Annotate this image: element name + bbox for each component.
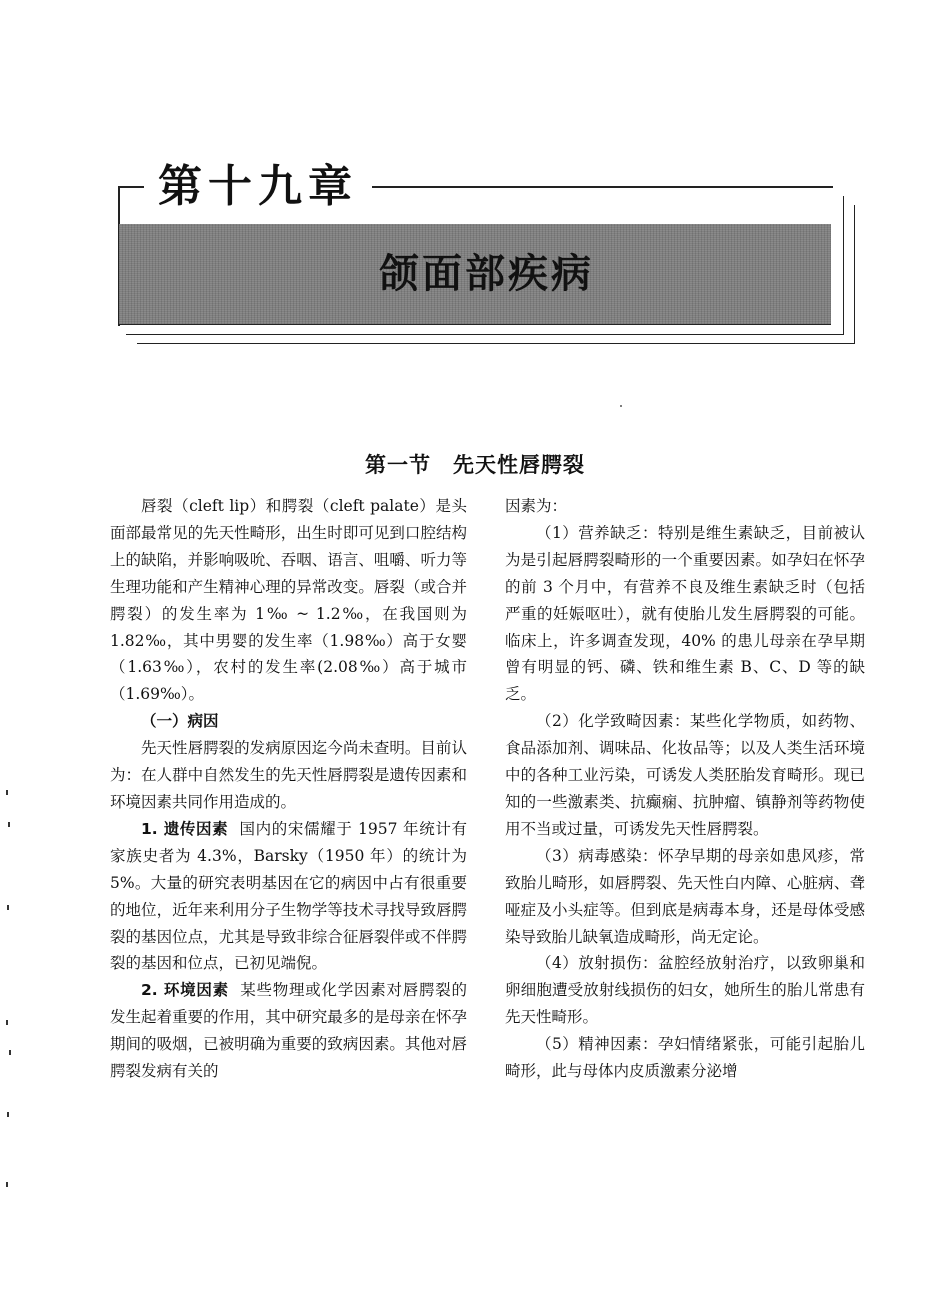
scan-margin-mark <box>8 822 10 827</box>
paragraph-environmental-factors <box>110 977 467 1085</box>
paragraph-nutrition: （1）营养缺乏：特别是维生素缺乏，目前被认为是引起唇腭裂畸形的一个重要因素。如孕妇在怀孕的前 3 个月中，有营养不良及维生素缺乏时（包括严重的妊娠呕吐），就有使胎儿发生唇腭裂的可能。临床上，许多调查发现，40% 的患儿母亲在孕早期曾有明显的钙、磷、铁和维生素 B、C、D 等的缺乏。 <box>505 523 865 704</box>
scan-speck <box>620 405 622 407</box>
paragraph-chemical-teratogens: （2）化学致畸因素：某些化学物质，如药物、食品添加剂、调味品、化妆品等；以及人类生活环境中的各种工业污染，可诱发人类胚胎发育畸形。现已知的一些激素类、抗癫痫、抗肿瘤、镇静剂等药物使用不当或过量，可诱发先天性唇腭裂。 <box>505 712 865 838</box>
scan-margin-mark <box>7 905 9 910</box>
left-column <box>110 493 467 1085</box>
scan-margin-mark <box>7 1112 9 1117</box>
paragraph-intro: 唇裂（cleft lip）和腭裂（cleft palate）是头面部最常见的先天性畸形，出生时即可见到口腔结构上的缺陷，并影响吸吮、吞咽、语言、咀嚼、听力等生理功能和产生精神心理的异常改变。唇裂（或合并腭裂）的发生率为 1‰ ~ 1.2‰，在我国则为 1.82‰，其中男婴的发生率（1.98‰）高于女婴（1.63‰），农村的发生率(2.08‰）高于城市（1.69‰）。 <box>110 497 467 704</box>
text-genetic-factors: 国内的宋儒耀于 1957 年统计有家族史者为 4.3%，Barsky（1950 年）的统计为 5%。大量的研究表明基因在它的病因中占有很重要的地位，近年来利用分子生物学等技术寻找导致唇腭裂的基因位点，尤其是导致非综合征唇裂伴或不伴腭裂的基因和位点，已初见端倪。 <box>110 819 467 973</box>
subsection-heading-etiology: （一）病因 <box>141 712 219 731</box>
chapter-title: 颌面部疾病 <box>379 251 594 297</box>
term-genetic-factors: 1. 遗传因素 <box>141 819 229 838</box>
paragraph-viral-infection: （3）病毒感染：怀孕早期的母亲如患风疹，常致胎儿畸形，如唇腭裂、先天性白内障、心脏病、聋哑症及小头症等。但到底是病毒本身，还是母体受感染导致胎儿缺氧造成畸形，尚无定论。 <box>505 846 865 946</box>
chapter-number: 第十九章 <box>144 162 372 212</box>
scan-margin-mark <box>9 1050 11 1055</box>
right-column <box>505 493 865 1085</box>
paragraph-continuation: 因素为： <box>505 497 568 515</box>
paragraph-psychological-factors: （5）精神因素：孕妇情绪紧张，可能引起胎儿畸形，此与母体内皮质激素分泌增 <box>505 1035 865 1081</box>
paragraph-etiology: 先天性唇腭裂的发病原因迄今尚未查明。目前认为：在人群中自然发生的先天性唇腭裂是遗传因素和环境因素共同作用造成的。 <box>110 739 467 811</box>
scan-margin-mark <box>6 1182 8 1187</box>
scan-margin-mark <box>6 1020 8 1025</box>
paragraph-radiation-damage: （4）放射损伤：盆腔经放射治疗，以致卵巢和卵细胞遭受放射线损伤的妇女，她所生的胎儿常患有先天性畸形。 <box>505 954 865 1027</box>
term-environmental-factors: 2. 环境因素 <box>141 981 229 1000</box>
paragraph-genetic-factors <box>110 816 467 977</box>
text-environmental-factors: 某些物理或化学因素对唇腭裂的发生起着重要的作用，其中研究最多的是母亲在怀孕期间的吸烟，已被明确为重要的致病因素。其他对唇腭裂发病有关的 <box>110 981 467 1081</box>
section-title: 第一节 先天性唇腭裂 <box>365 453 585 477</box>
scan-margin-mark <box>6 790 8 795</box>
